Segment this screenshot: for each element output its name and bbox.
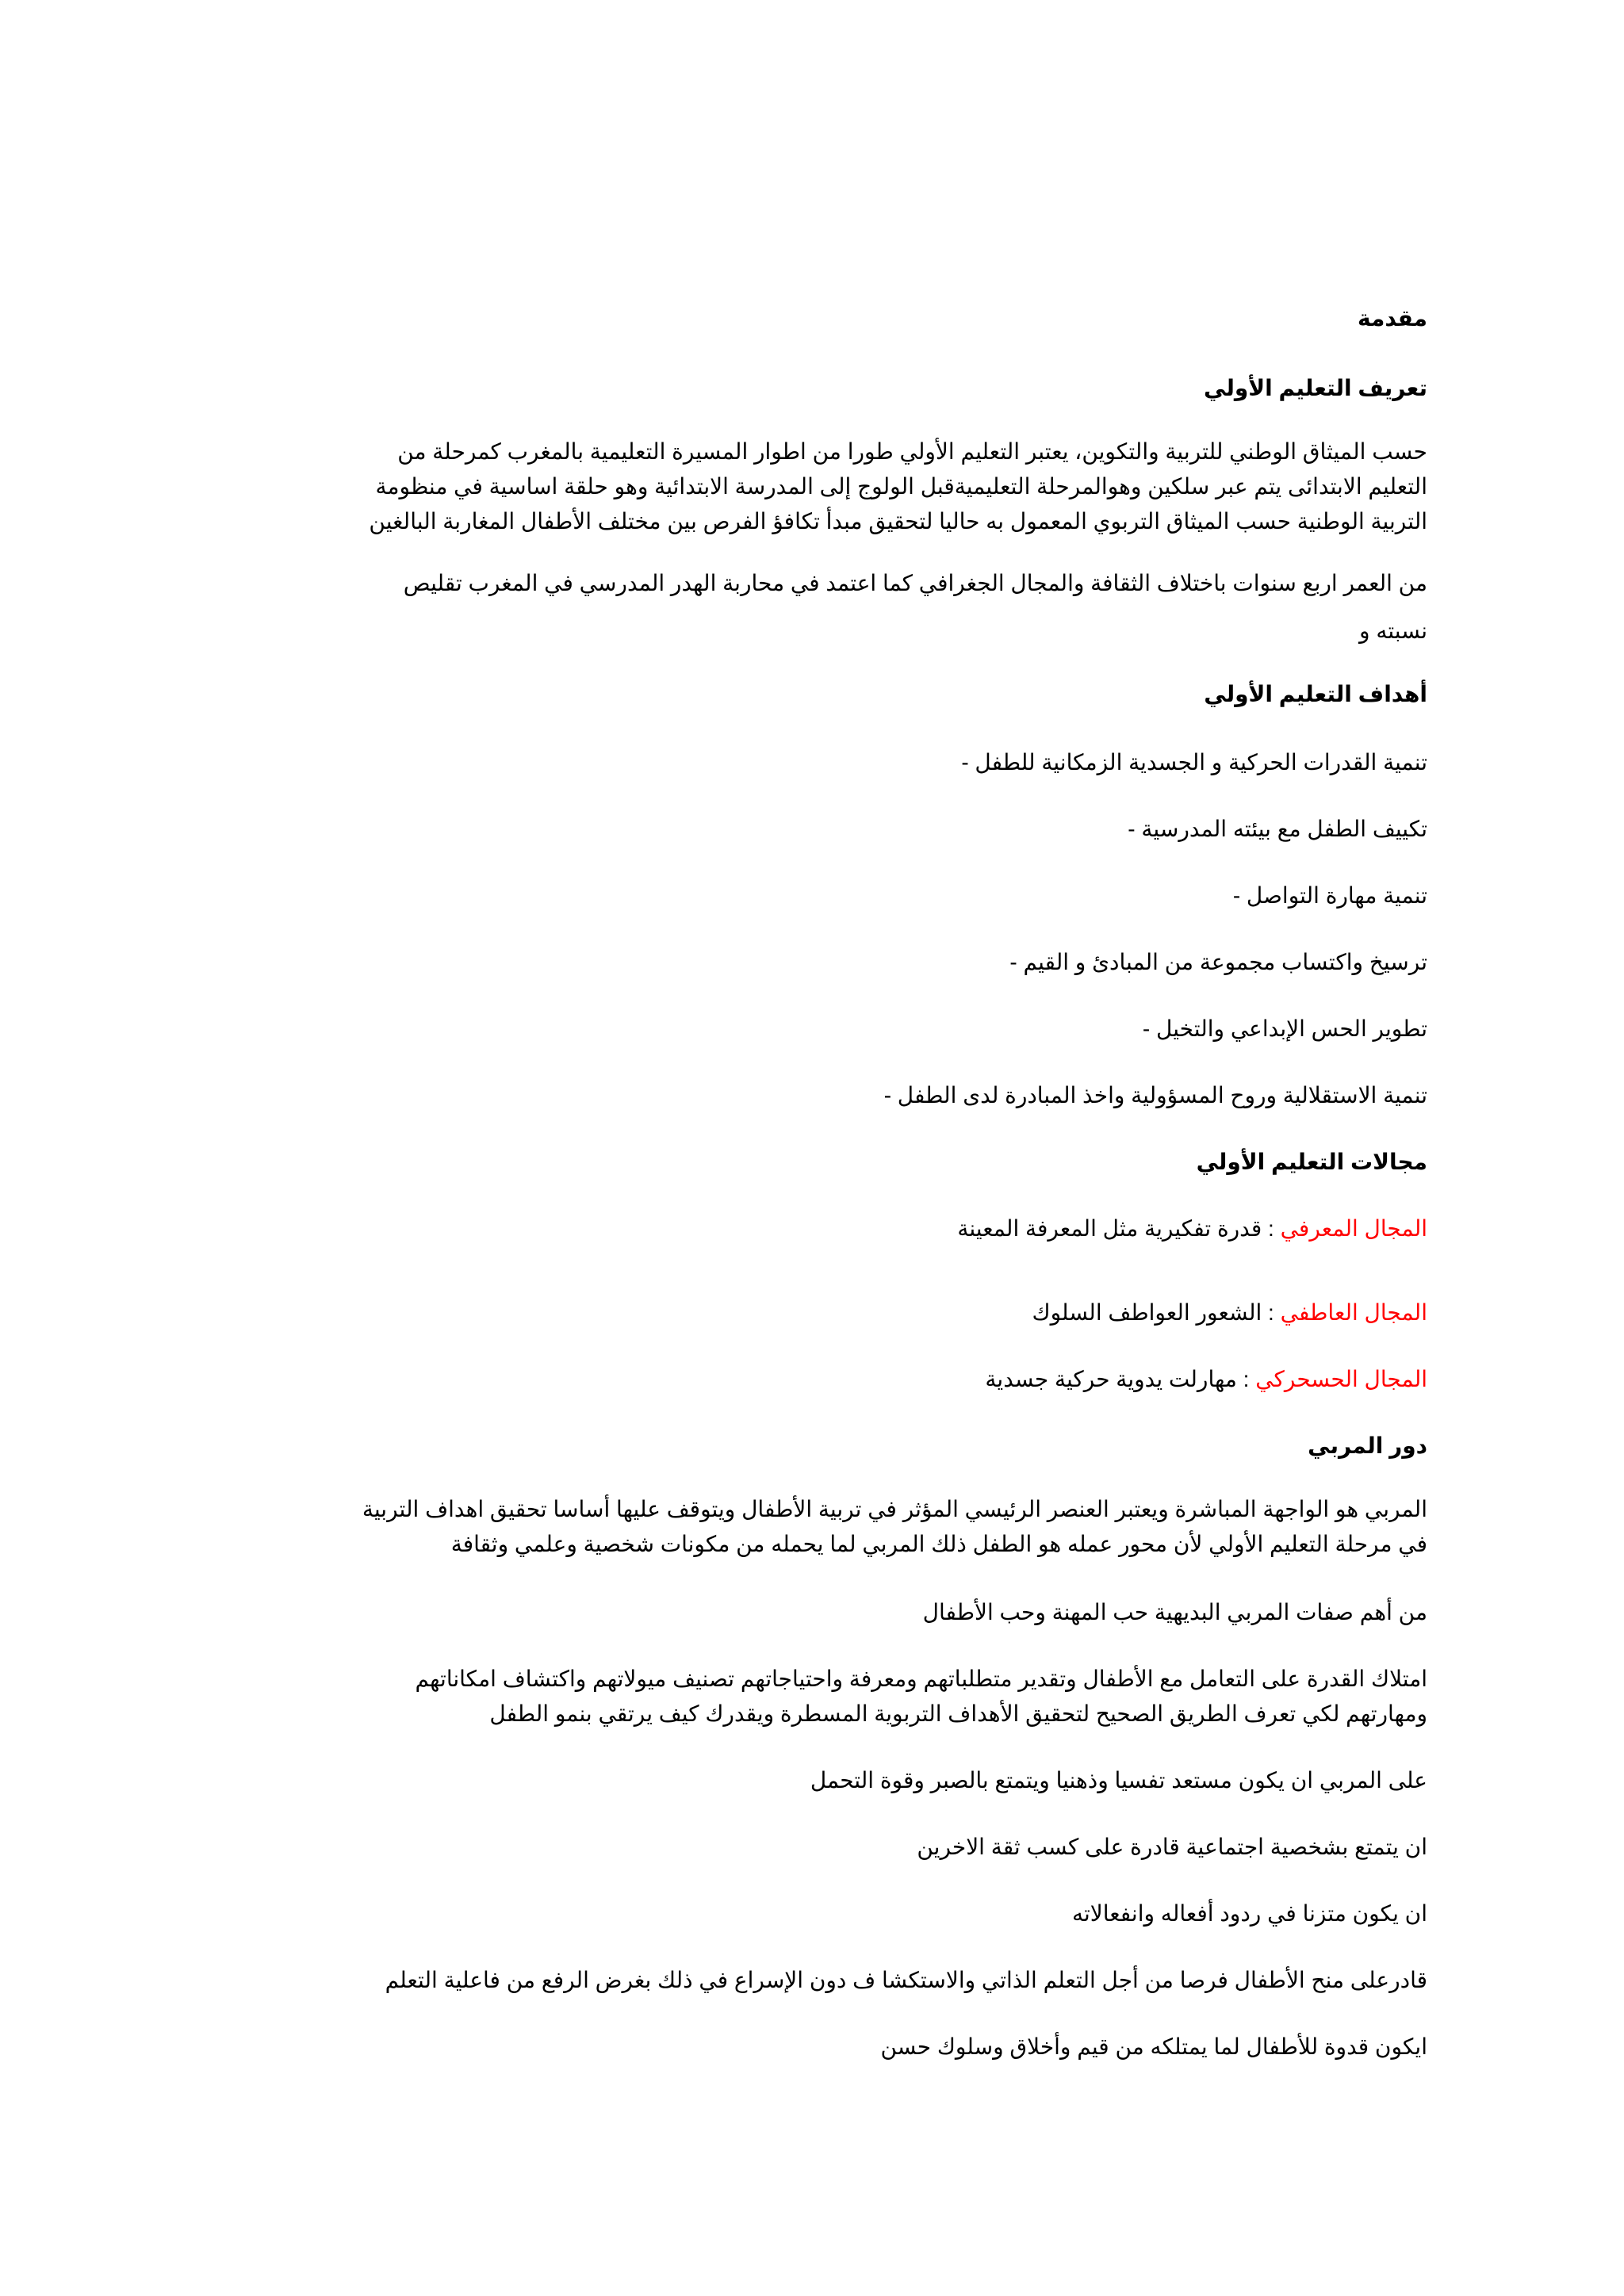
- heading-definition: تعريف التعليم الأولي: [1203, 376, 1427, 400]
- role-ability-line: ومهارتهم لكي تعرف الطريق الصحيح لتحقيق الأهداف التربوية المسطرة ويقدرك كيف يرتقي بنمو الطفل: [489, 1701, 1427, 1726]
- definition-line: نسبته و: [1359, 618, 1427, 643]
- goal-item: ترسيخ واكتساب مجموعة من المبادئ و القيم -: [1009, 950, 1427, 974]
- role-paragraph-line: في مرحلة التعليم الأولي لأن محور عمله هو الطفل ذلك المربي لما يحمله من مكونات شخصية وعلمي وثقافة: [450, 1532, 1427, 1556]
- role-ability-line: امتلاك القدرة على التعامل مع الأطفال وتقدير متطلباتهم ومعرفة واحتياجاتهم تصنيف ميولاتهم واكتشاف امكاناتهم: [415, 1667, 1427, 1691]
- heading-domains: مجالات التعليم الأولي: [1196, 1150, 1427, 1174]
- goal-item: تطوير الحس الإبداعي والتخيل -: [1142, 1016, 1427, 1041]
- heading-intro: مقدمة: [1358, 306, 1427, 331]
- domain-desc: : الشعور العواطف السلوك: [1032, 1300, 1281, 1325]
- domain-item: [957, 1213, 1427, 1245]
- domain-name: المجال المعرفي: [1280, 1216, 1427, 1241]
- definition-line: حسب الميثاق الوطني للتربية والتكوين، يعتبر التعليم الأولي طورا من اطوار المسيرة التعليمية بالمغرب كمرحلة من: [397, 439, 1427, 464]
- heading-goals: أهداف التعليم الأولي: [1204, 682, 1427, 706]
- heading-educator-role: دور المربي: [1308, 1433, 1427, 1458]
- definition-line: التربية الوطنية حسب الميثاق التربوي المعمول به حاليا لتحقيق مبدأ تكافؤ الفرص بين مختلف الأطفال المغاربة البالغين: [369, 509, 1427, 534]
- goal-item: تنمية الاستقلالية وروح المسؤولية واخذ المبادرة لدى الطفل -: [883, 1083, 1427, 1108]
- goal-item: تكييف الطفل مع بيئته المدرسية -: [1128, 817, 1427, 841]
- role-item: ان يكون متزنا في ردود أفعاله وانفعالاته: [1071, 1901, 1427, 1926]
- definition-line: التعليم الابتدائى يتم عبر سلكين وهوالمرحلة التعليميةقبل الولوج إلى المدرسة الابتدائية وهو حلقة اساسية في منظومة: [375, 474, 1427, 499]
- role-item: ان يتمتع بشخصية اجتماعية قادرة على كسب ثقة الاخرين: [917, 1835, 1427, 1859]
- domain-item: [1032, 1297, 1428, 1329]
- domain-desc: : مهارلت يدوية حركية جسدية: [985, 1367, 1256, 1391]
- goal-item: تنمية مهارة التواصل -: [1232, 883, 1427, 908]
- domain-name: المجال الحسحركي: [1255, 1367, 1427, 1391]
- definition-line: من العمر اربع سنوات باختلاف الثقافة والمجال الجغرافي كما اعتمد في محاربة الهدر المدرسي في المغرب تقليص: [403, 571, 1427, 595]
- role-item: ايكون قدوة للأطفال لما يمتلكه من قيم وأخلاق وسلوك حسن: [880, 2034, 1427, 2059]
- goal-item: تنمية القدرات الحركية و الجسدية الزمكانية للطفل -: [961, 750, 1427, 775]
- domain-item: [985, 1364, 1427, 1395]
- domain-name: المجال العاطفي: [1280, 1300, 1427, 1325]
- role-item: على المربي ان يكون مستعد تفسيا وذهنيا ويتمتع بالصبر وقوة التحمل: [810, 1768, 1427, 1793]
- role-item: قادرعلى منح الأطفال فرصا من أجل التعلم الذاتي والاستكشا ف دون الإسراع في ذلك بغرض الرفع من فاعلية التعلم: [385, 1968, 1427, 1992]
- role-qualities-intro: من أهم صفات المربي البديهية حب المهنة وحب الأطفال: [922, 1600, 1427, 1624]
- domain-desc: : قدرة تفكيرية مثل المعرفة المعينة: [957, 1216, 1281, 1241]
- role-paragraph-line: المربي هو الواجهة المباشرة ويعتبر العنصر الرئيسي المؤثر في تربية الأطفال ويتوقف عليها أساسا تحقيق اهداف التربية: [362, 1497, 1427, 1521]
